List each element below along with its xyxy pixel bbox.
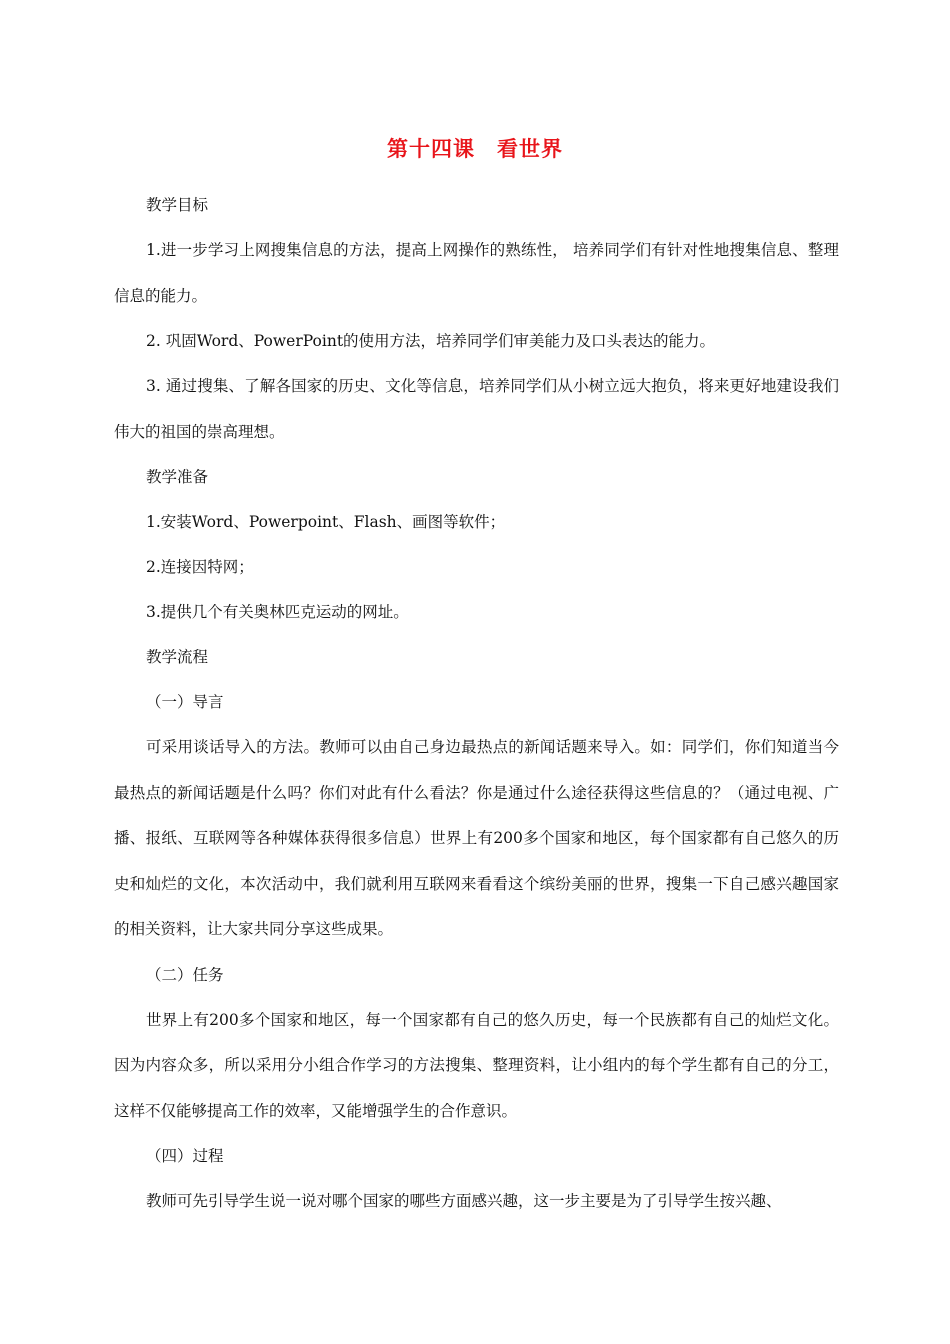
document-body [114,183,839,1224]
lesson-title [0,133,950,165]
prep-1: 1.安装Word、Powerpoint、Flash、画图等软件； [146,513,506,531]
prep-heading: 教学准备 [146,468,209,486]
process-text: 教师可先引导学生说一说对哪个国家的哪些方面感兴趣，这一步主要是为了引导学生按兴趣、 [146,1192,782,1210]
goals-heading: 教学目标 [146,196,209,214]
prep-2: 2.连接因特网； [146,558,254,576]
goal-2: 2. 巩固Word、PowerPoint的使用方法，培养同学们审美能力及口头表达的能力。 [146,332,716,350]
process-heading: （四）过程 [146,1147,224,1165]
task-heading: （二）任务 [146,965,224,984]
task-text: 世界上有200多个国家和地区，每一个国家都有自己的悠久历史，每一个民族都有自己的灿烂文化。因为内容众多，所以采用分小组合作学习的方法搜集、整理资料，让小组内的每个学生都有自己的分工，这样不仅能够提高工作的效率，又能增强学生的合作意识。 [114,1010,839,1120]
flow-heading: 教学流程 [146,648,209,666]
prep-3: 3.提供几个有关奥林匹克运动的网址。 [146,603,409,621]
goal-3: 3. 通过搜集、了解各国家的历史、文化等信息，培养同学们从小树立远大抱负，将来更好地建设我们伟大的祖国的崇高理想。 [114,377,839,441]
lesson-number: 第十四课 [387,136,475,161]
intro-heading: （一）导言 [146,693,224,711]
lesson-topic: 看世界 [497,136,563,161]
goal-1: 1.进一步学习上网搜集信息的方法，提高上网操作的熟练性， 培养同学们有针对性地搜集信息、整理信息的能力。 [114,241,839,305]
intro-text: 可采用谈话导入的方法。教师可以由自己身边最热点的新闻话题来导入。如：同学们，你们知道当今最热点的新闻话题是什么吗？你们对此有什么看法？你是通过什么途径获得这些信息的？（通过电视、广播、报纸、互联网等各种媒体获得很多信息）世界上有200多个国家和地区，每个国家都有自己悠久的历史和灿烂的文化，本次活动中，我们就利用互联网来看看这个缤纷美丽的世界，搜集一下自己感兴趣国家的相关资料，让大家共同分享这些成果。 [114,738,839,938]
